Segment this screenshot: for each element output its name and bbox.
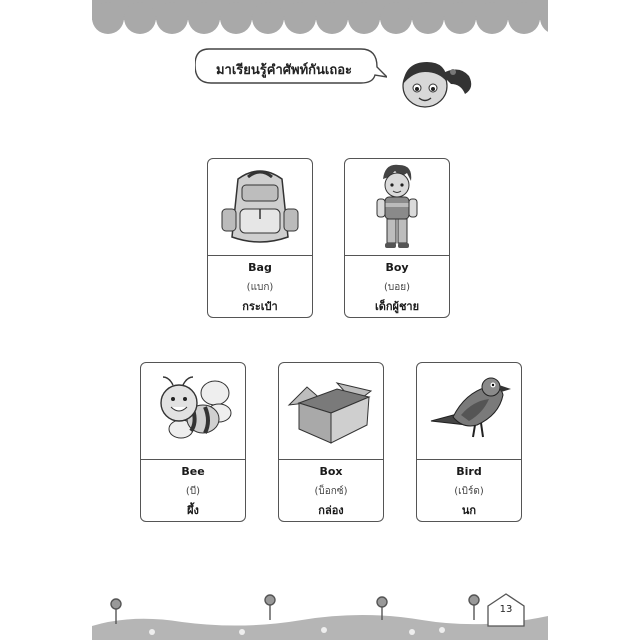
boy-icon xyxy=(345,159,449,255)
card-picture xyxy=(417,363,521,460)
card-english-word: Bird xyxy=(456,465,482,478)
card-english-word: Bag xyxy=(248,261,272,274)
card-english-word: Boy xyxy=(385,261,409,274)
card-thai-word: กระเป๋า xyxy=(242,300,278,313)
card-picture xyxy=(345,159,449,256)
speech-bubble-text: มาเรียนรู้คำศัพท์กันเถอะ xyxy=(215,63,353,78)
card-thai-word: นก xyxy=(461,504,477,517)
card-picture xyxy=(279,363,383,460)
card-picture xyxy=(141,363,245,460)
card-phonetic: (แบก) xyxy=(246,282,274,293)
card-picture xyxy=(208,159,312,256)
page-number: 13 xyxy=(499,604,513,615)
vocab-card-box xyxy=(278,362,384,522)
vocab-card-bag xyxy=(207,158,313,318)
vocab-card-boy xyxy=(344,158,450,318)
worksheet-page xyxy=(92,0,548,640)
card-phonetic: (บอย) xyxy=(383,282,410,293)
bird-icon xyxy=(417,363,521,459)
scalloped-top-band xyxy=(92,0,548,34)
backpack-icon xyxy=(208,159,312,255)
vocab-card-bee xyxy=(140,362,246,522)
vocab-card-bird xyxy=(416,362,522,522)
page-number-badge xyxy=(486,592,526,628)
flower-icon xyxy=(111,595,479,624)
box-icon xyxy=(279,363,383,459)
card-english-word: Bee xyxy=(181,465,205,478)
card-english-word: Box xyxy=(319,465,343,478)
card-thai-word: ผึ้ง xyxy=(187,504,199,517)
girl-mascot-icon xyxy=(395,54,475,114)
card-thai-word: กล่อง xyxy=(318,504,344,517)
card-phonetic: (บี) xyxy=(185,486,201,497)
card-phonetic: (เบิร์ด) xyxy=(454,486,484,497)
card-thai-word: เด็กผู้ชาย xyxy=(374,300,420,313)
bee-icon xyxy=(141,363,245,459)
grass-footer xyxy=(92,586,548,640)
card-phonetic: (บ็อกซ์) xyxy=(314,486,348,497)
speech-bubble xyxy=(195,45,387,91)
